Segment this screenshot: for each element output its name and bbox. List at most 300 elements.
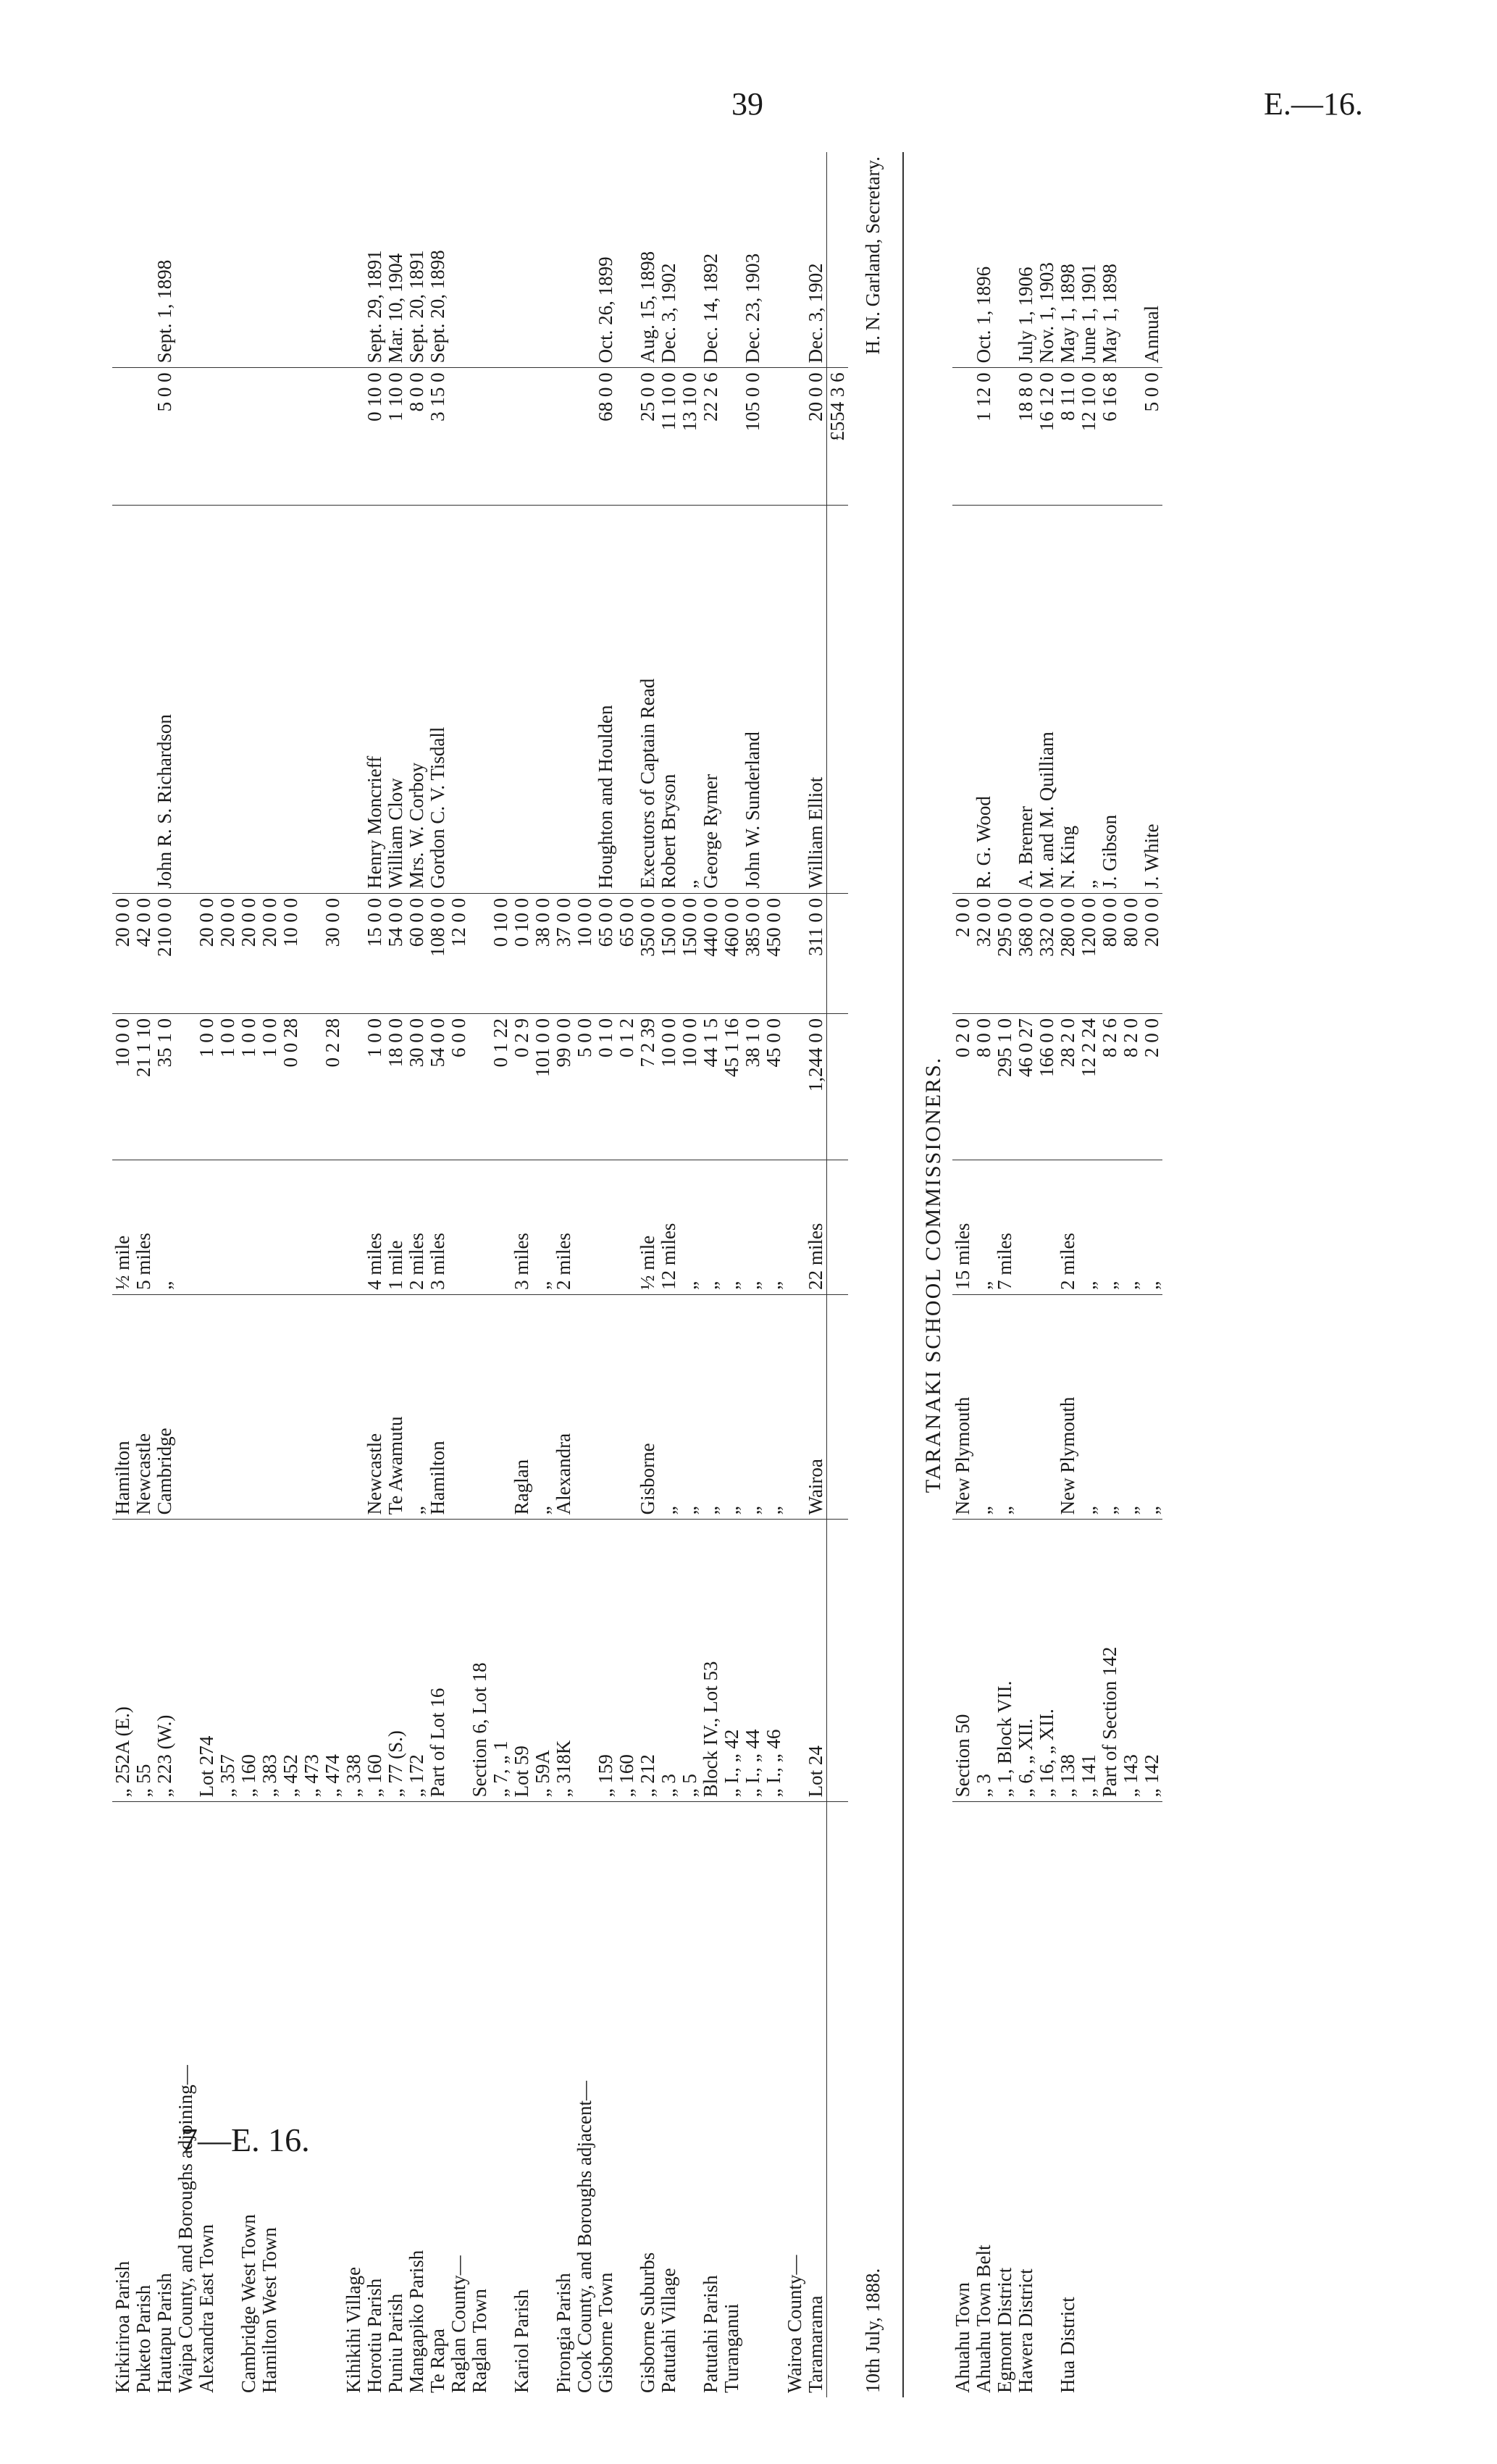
- nearest-town-cell: [469, 1294, 490, 1520]
- area-cell: 2 0 0: [1141, 1014, 1162, 1160]
- table-row: [490, 152, 511, 2397]
- value-cell: 80 0 0: [1120, 893, 1141, 1013]
- lot-cell: Part of Section 142: [1099, 1520, 1120, 1802]
- distance-cell: [448, 1160, 469, 1294]
- area-cell: 7 2 39: [637, 1014, 658, 1160]
- nearest-town-cell: „: [1099, 1294, 1120, 1520]
- tenant-cell: [616, 506, 637, 894]
- area-cell: 8 0 0: [973, 1014, 994, 1160]
- table-row: [469, 152, 490, 2397]
- rent-cell: [112, 368, 133, 506]
- table-row: [1099, 152, 1120, 2397]
- table-row: [721, 152, 742, 2397]
- lease-date-cell: [952, 152, 973, 368]
- lease-date-cell: [784, 152, 805, 368]
- locality-cell: Hua District: [1057, 2297, 1078, 2393]
- locality-cell: [616, 1802, 637, 2397]
- lease-date-cell: [448, 152, 469, 368]
- distance-cell: 4 miles: [364, 1160, 385, 1294]
- distance-cell: [574, 1160, 595, 1294]
- distance-cell: [322, 1160, 343, 1294]
- locality-cell: Cambridge West Town: [238, 2214, 259, 2393]
- distance-cell: „: [742, 1160, 763, 1294]
- area-cell: 45 0 0: [763, 1014, 784, 1160]
- lease-date-cell: [679, 152, 700, 368]
- rent-cell: [196, 368, 217, 506]
- distance-cell: [175, 1160, 196, 1294]
- lot-cell: „ 160: [616, 1520, 637, 1802]
- locality-cell: [217, 1802, 238, 2397]
- rent-cell: 105 0 0: [742, 368, 763, 506]
- locality-cell: Pirongia Parish: [553, 2273, 574, 2393]
- tenant-cell: [721, 506, 742, 894]
- rent-cell: [994, 368, 1015, 506]
- area-cell: 99 0 0: [553, 1014, 574, 1160]
- nearest-town-cell: Raglan: [511, 1294, 532, 1520]
- rotated-table-container: [112, 152, 1394, 2397]
- table-row: [322, 152, 343, 2397]
- lot-cell: „ 160: [364, 1520, 385, 1802]
- lot-cell: [175, 1520, 196, 1802]
- distance-cell: 3 miles: [511, 1160, 532, 1294]
- distance-cell: ½ mile: [637, 1160, 658, 1294]
- area-cell: 295 1 0: [994, 1014, 1015, 1160]
- distance-cell: [784, 1160, 805, 1294]
- rent-cell: 5 0 0: [154, 368, 175, 506]
- tenant-cell: R. G. Wood: [973, 506, 994, 894]
- locality-cell: Puketo Parish: [133, 2284, 154, 2393]
- tenant-cell: Houghton and Houlden: [595, 506, 616, 894]
- rent-cell: 11 10 0: [658, 368, 679, 506]
- lot-cell: „ 16, „ XII.: [1036, 1520, 1057, 1802]
- area-cell: 5 0 0: [574, 1014, 595, 1160]
- rent-total: £554 3 6: [827, 368, 849, 506]
- nearest-town-cell: Gisborne: [637, 1294, 658, 1520]
- locality-cell: Egmont District: [994, 2267, 1015, 2393]
- nearest-town-cell: [196, 1294, 217, 1520]
- nearest-town-cell: Te Awamutu: [385, 1294, 406, 1520]
- rent-cell: [616, 368, 637, 506]
- locality-cell: [742, 1802, 763, 2397]
- locality-cell: Ahuahu Town Belt: [973, 2245, 994, 2393]
- nearest-town-cell: [238, 1294, 259, 1520]
- value-cell: 280 0 0: [1057, 893, 1078, 1013]
- tenant-cell: [322, 506, 343, 894]
- lease-date-cell: Sept. 20, 1891: [406, 152, 427, 368]
- lease-date-cell: Dec. 3, 1902: [805, 152, 827, 368]
- value-cell: 450 0 0: [763, 893, 784, 1013]
- nearest-town-cell: „: [679, 1294, 700, 1520]
- value-cell: 30 0 0: [322, 893, 343, 1013]
- table-row: [385, 152, 406, 2397]
- nearest-town-cell: „: [658, 1294, 679, 1520]
- area-cell: 12 2 24: [1078, 1014, 1099, 1160]
- nearest-town-cell: „: [1120, 1294, 1141, 1520]
- table-row: [1078, 152, 1099, 2397]
- nearest-town-cell: „: [406, 1294, 427, 1520]
- lot-cell: „ 3: [658, 1520, 679, 1802]
- lot-cell: „ 318K: [553, 1520, 574, 1802]
- rent-cell: 1 10 0: [385, 368, 406, 506]
- nearest-town-cell: „: [1141, 1294, 1162, 1520]
- lease-date-cell: [238, 152, 259, 368]
- nearest-town-cell: Alexandra: [553, 1294, 574, 1520]
- locality-cell: [763, 1802, 784, 2397]
- area-cell: 166 0 0: [1036, 1014, 1057, 1160]
- nearest-town-cell: [574, 1294, 595, 1520]
- locality-cell: Kihikihi Village: [343, 2266, 364, 2393]
- lease-date-cell: Sept. 29, 1891: [364, 152, 385, 368]
- lot-cell: „ 143: [1120, 1520, 1141, 1802]
- lease-date-cell: [721, 152, 742, 368]
- distance-cell: [301, 1160, 322, 1294]
- rent-cell: [1120, 368, 1141, 506]
- table-row: [784, 152, 805, 2397]
- distance-cell: [238, 1160, 259, 1294]
- locality-cell: [280, 1802, 301, 2397]
- tenant-cell: J. Gibson: [1099, 506, 1120, 894]
- table-row: [1015, 152, 1036, 2397]
- lot-cell: „ 141: [1078, 1520, 1099, 1802]
- taranaki-table-body: [952, 152, 1162, 2397]
- area-cell: 1 0 0: [196, 1014, 217, 1160]
- value-cell: 54 0 0: [385, 893, 406, 1013]
- value-cell: 2 0 0: [952, 893, 973, 1013]
- lease-date-cell: Dec. 14, 1892: [700, 152, 721, 368]
- value-cell: 20 0 0: [259, 893, 280, 1013]
- locality-cell: Turanganui: [721, 2303, 742, 2393]
- waikato-total-section: [827, 152, 953, 2397]
- area-cell: 38 1 0: [742, 1014, 763, 1160]
- page-number: 39: [731, 86, 763, 122]
- lease-date-cell: [112, 152, 133, 368]
- table-row: [973, 152, 994, 2397]
- rent-cell: [553, 368, 574, 506]
- rent-cell: 20 0 0: [805, 368, 827, 506]
- lot-cell: „ 473: [301, 1520, 322, 1802]
- locality-cell: Patutahi Parish: [700, 2275, 721, 2393]
- lot-cell: „ 338: [343, 1520, 364, 1802]
- tenant-cell: M. and M. Quilliam: [1036, 506, 1057, 894]
- distance-cell: [595, 1160, 616, 1294]
- lot-cell: „ 160: [238, 1520, 259, 1802]
- lease-date-cell: [343, 152, 364, 368]
- tenant-cell: [238, 506, 259, 894]
- distance-cell: [616, 1160, 637, 1294]
- locality-cell: [532, 1802, 553, 2397]
- lot-cell: Section 50: [952, 1520, 973, 1802]
- waikato-table-body: [112, 152, 827, 2397]
- locality-cell: Te Rapa: [427, 2329, 448, 2393]
- nearest-town-cell: [301, 1294, 322, 1520]
- lease-date-cell: [994, 152, 1015, 368]
- locality-cell: Ahuahu Town: [952, 2282, 973, 2393]
- nearest-town-cell: [280, 1294, 301, 1520]
- nearest-town-cell: [343, 1294, 364, 1520]
- rent-cell: [238, 368, 259, 506]
- value-cell: 20 0 0: [196, 893, 217, 1013]
- nearest-town-cell: Newcastle: [364, 1294, 385, 1520]
- value-cell: [343, 893, 364, 1013]
- distance-cell: [469, 1160, 490, 1294]
- value-cell: 20 0 0: [1141, 893, 1162, 1013]
- lot-cell: „ 138: [1057, 1520, 1078, 1802]
- tenant-cell: [784, 506, 805, 894]
- area-cell: 0 2 28: [322, 1014, 343, 1160]
- locality-cell: [679, 1802, 700, 2397]
- nearest-town-cell: [259, 1294, 280, 1520]
- value-cell: 42 0 0: [133, 893, 154, 1013]
- tenant-cell: William Elliot: [805, 506, 827, 894]
- rent-cell: [721, 368, 742, 506]
- lot-cell: „ 59A: [532, 1520, 553, 1802]
- nearest-town-cell: [217, 1294, 238, 1520]
- table-row: [448, 152, 469, 2397]
- area-cell: 1 0 0: [217, 1014, 238, 1160]
- rent-cell: [490, 368, 511, 506]
- distance-cell: 2 miles: [406, 1160, 427, 1294]
- tenant-cell: „: [679, 506, 700, 894]
- locality-cell: Horotiu Parish: [364, 2278, 385, 2393]
- lease-date-cell: May 1, 1898: [1057, 152, 1078, 368]
- lot-cell: Section 6, Lot 18: [469, 1520, 490, 1802]
- area-cell: 46 0 27: [1015, 1014, 1036, 1160]
- nearest-town-cell: [175, 1294, 196, 1520]
- area-cell: [175, 1014, 196, 1160]
- nearest-town-cell: [616, 1294, 637, 1520]
- rent-cell: [511, 368, 532, 506]
- value-cell: 10 0 0: [280, 893, 301, 1013]
- tenant-cell: [952, 506, 973, 894]
- lot-cell: „ 357: [217, 1520, 238, 1802]
- tenant-cell: Mrs. W. Corboy: [406, 506, 427, 894]
- lot-cell: „ 77 (S.): [385, 1520, 406, 1802]
- nearest-town-cell: „: [532, 1294, 553, 1520]
- value-cell: [784, 893, 805, 1013]
- table-row: [427, 152, 448, 2397]
- locality-cell: Wairoa County—: [784, 2255, 805, 2393]
- locality-cell: Kirkiriroa Parish: [112, 2260, 133, 2393]
- table-row: [217, 152, 238, 2397]
- lot-cell: Lot 24: [805, 1520, 827, 1802]
- area-cell: 21 1 10: [133, 1014, 154, 1160]
- value-cell: 15 0 0: [364, 893, 385, 1013]
- nearest-town-cell: „: [700, 1294, 721, 1520]
- rent-cell: 3 15 0: [427, 368, 448, 506]
- nearest-town-cell: New Plymouth: [1057, 1294, 1078, 1520]
- rent-cell: [532, 368, 553, 506]
- table-row: [952, 152, 973, 2397]
- lease-date-cell: [1120, 152, 1141, 368]
- value-cell: 440 0 0: [700, 893, 721, 1013]
- lot-cell: „ 142: [1141, 1520, 1162, 1802]
- lot-cell: [784, 1520, 805, 1802]
- tenant-cell: [574, 506, 595, 894]
- nearest-town-cell: Wairoa: [805, 1294, 827, 1520]
- signature-row: [848, 152, 903, 2397]
- area-cell: 0 1 22: [490, 1014, 511, 1160]
- distance-cell: „: [679, 1160, 700, 1294]
- nearest-town-cell: „: [1078, 1294, 1099, 1520]
- table-row: [637, 152, 658, 2397]
- rent-cell: 8 11 0: [1057, 368, 1078, 506]
- tenant-cell: [343, 506, 364, 894]
- table-row: [364, 152, 385, 2397]
- tenant-cell: [133, 506, 154, 894]
- endowment-table: [112, 152, 1162, 2397]
- nearest-town-cell: „: [742, 1294, 763, 1520]
- table-row: [553, 152, 574, 2397]
- tenant-cell: J. White: [1141, 506, 1162, 894]
- value-cell: 0 10 0: [490, 893, 511, 1013]
- lot-cell: „ 55: [133, 1520, 154, 1802]
- tenant-cell: [259, 506, 280, 894]
- rent-cell: [175, 368, 196, 506]
- table-row: [700, 152, 721, 2397]
- tenant-cell: Robert Bryson: [658, 506, 679, 894]
- rent-cell: 5 0 0: [1141, 368, 1162, 506]
- distance-cell: „: [1141, 1160, 1162, 1294]
- document-reference: E.—16.: [1264, 86, 1363, 122]
- nearest-town-cell: „: [763, 1294, 784, 1520]
- nearest-town-cell: [595, 1294, 616, 1520]
- lease-date-cell: [763, 152, 784, 368]
- lease-date-cell: July 1, 1906: [1015, 152, 1036, 368]
- area-cell: 44 1 5: [700, 1014, 721, 1160]
- locality-cell: Hawera District: [1015, 2268, 1036, 2393]
- lease-date-cell: [175, 152, 196, 368]
- distance-cell: 15 miles: [952, 1160, 973, 1294]
- nearest-town-cell: [1015, 1294, 1036, 1520]
- lease-date-cell: [532, 152, 553, 368]
- lease-date-cell: Nov. 1, 1903: [1036, 152, 1057, 368]
- area-cell: 0 1 2: [616, 1014, 637, 1160]
- nearest-town-cell: „: [973, 1294, 994, 1520]
- rent-cell: 13 10 0: [679, 368, 700, 506]
- area-cell: 0 0 28: [280, 1014, 301, 1160]
- tenant-cell: „: [1078, 506, 1099, 894]
- locality-cell: [490, 1802, 511, 2397]
- value-cell: 295 0 0: [994, 893, 1015, 1013]
- table-row: [1057, 152, 1078, 2397]
- area-cell: 1,244 0 0: [805, 1014, 827, 1160]
- lease-date-cell: [280, 152, 301, 368]
- distance-cell: [343, 1160, 364, 1294]
- lot-cell: „ 172: [406, 1520, 427, 1802]
- value-cell: 20 0 0: [238, 893, 259, 1013]
- distance-cell: [217, 1160, 238, 1294]
- area-cell: 1 0 0: [364, 1014, 385, 1160]
- area-cell: 1 0 0: [238, 1014, 259, 1160]
- locality-cell: Raglan Town: [469, 2289, 490, 2393]
- value-cell: 332 0 0: [1036, 893, 1057, 1013]
- locality-cell: [1036, 1802, 1057, 2397]
- value-cell: 460 0 0: [721, 893, 742, 1013]
- locality-cell: Raglan County—: [448, 2255, 469, 2393]
- distance-cell: 3 miles: [427, 1160, 448, 1294]
- lease-date-cell: June 1, 1901: [1078, 152, 1099, 368]
- lot-cell: „ 223 (W.): [154, 1520, 175, 1802]
- lot-cell: [574, 1520, 595, 1802]
- area-cell: [784, 1014, 805, 1160]
- table-row: [301, 152, 322, 2397]
- distance-cell: 22 miles: [805, 1160, 827, 1294]
- area-cell: 0 2 0: [952, 1014, 973, 1160]
- lot-cell: „ 452: [280, 1520, 301, 1802]
- tenant-cell: Executors of Captain Read: [637, 506, 658, 894]
- distance-cell: „: [1099, 1160, 1120, 1294]
- table-row: [574, 152, 595, 2397]
- table-row: [343, 152, 364, 2397]
- lot-cell: „ I., „ 44: [742, 1520, 763, 1802]
- table-row: [805, 152, 827, 2397]
- nearest-town-cell: New Plymouth: [952, 1294, 973, 1520]
- value-cell: 120 0 0: [1078, 893, 1099, 1013]
- locality-cell: Gisborne Town: [595, 2272, 616, 2393]
- area-cell: 0 2 9: [511, 1014, 532, 1160]
- lease-date-cell: [616, 152, 637, 368]
- area-cell: 10 0 0: [658, 1014, 679, 1160]
- area-cell: 8 2 0: [1120, 1014, 1141, 1160]
- distance-cell: [490, 1160, 511, 1294]
- locality-cell: Patutahi Village: [658, 2268, 679, 2393]
- locality-cell: Alexandra East Town: [196, 2224, 217, 2393]
- distance-cell: „: [532, 1160, 553, 1294]
- area-cell: 10 0 0: [679, 1014, 700, 1160]
- distance-cell: [259, 1160, 280, 1294]
- table-row: [679, 152, 700, 2397]
- distance-cell: „: [154, 1160, 175, 1294]
- rent-cell: 25 0 0: [637, 368, 658, 506]
- area-cell: 0 1 0: [595, 1014, 616, 1160]
- distance-cell: 1 mile: [385, 1160, 406, 1294]
- tenant-cell: [511, 506, 532, 894]
- lease-date-cell: [133, 152, 154, 368]
- lease-date-cell: Oct. 1, 1896: [973, 152, 994, 368]
- nearest-town-cell: „: [994, 1294, 1015, 1520]
- lot-cell: „ 1, Block VII.: [994, 1520, 1015, 1802]
- nearest-town-cell: [448, 1294, 469, 1520]
- lot-cell: „ 6, „ XII.: [1015, 1520, 1036, 1802]
- tenant-cell: John W. Sunderland: [742, 506, 763, 894]
- rent-cell: 1 12 0: [973, 368, 994, 506]
- locality-cell: Mangapiko Parish: [406, 2250, 427, 2393]
- rent-cell: [784, 368, 805, 506]
- table-row: [154, 152, 175, 2397]
- distance-cell: 5 miles: [133, 1160, 154, 1294]
- total-row: [827, 152, 849, 2397]
- area-cell: 10 0 0: [112, 1014, 133, 1160]
- tenant-cell: Gordon C. V. Tisdall: [427, 506, 448, 894]
- lease-date-cell: Mar. 10, 1904: [385, 152, 406, 368]
- tenant-cell: [448, 506, 469, 894]
- nearest-town-cell: Hamilton: [112, 1294, 133, 1520]
- area-cell: [343, 1014, 364, 1160]
- tenant-cell: [280, 506, 301, 894]
- distance-cell: „: [973, 1160, 994, 1294]
- secretary-signature: H. N. Garland, Secretary.: [862, 156, 884, 355]
- area-cell: 18 0 0: [385, 1014, 406, 1160]
- area-cell: 1 0 0: [259, 1014, 280, 1160]
- value-cell: 10 0 0: [574, 893, 595, 1013]
- distance-cell: 2 miles: [553, 1160, 574, 1294]
- area-cell: [301, 1014, 322, 1160]
- rent-cell: 12 10 0: [1078, 368, 1099, 506]
- rent-cell: [448, 368, 469, 506]
- lease-date-cell: Dec. 3, 1902: [658, 152, 679, 368]
- locality-cell: Cook County, and Boroughs adjacent—: [574, 2081, 595, 2393]
- lot-cell: Block IV., Lot 53: [700, 1520, 721, 1802]
